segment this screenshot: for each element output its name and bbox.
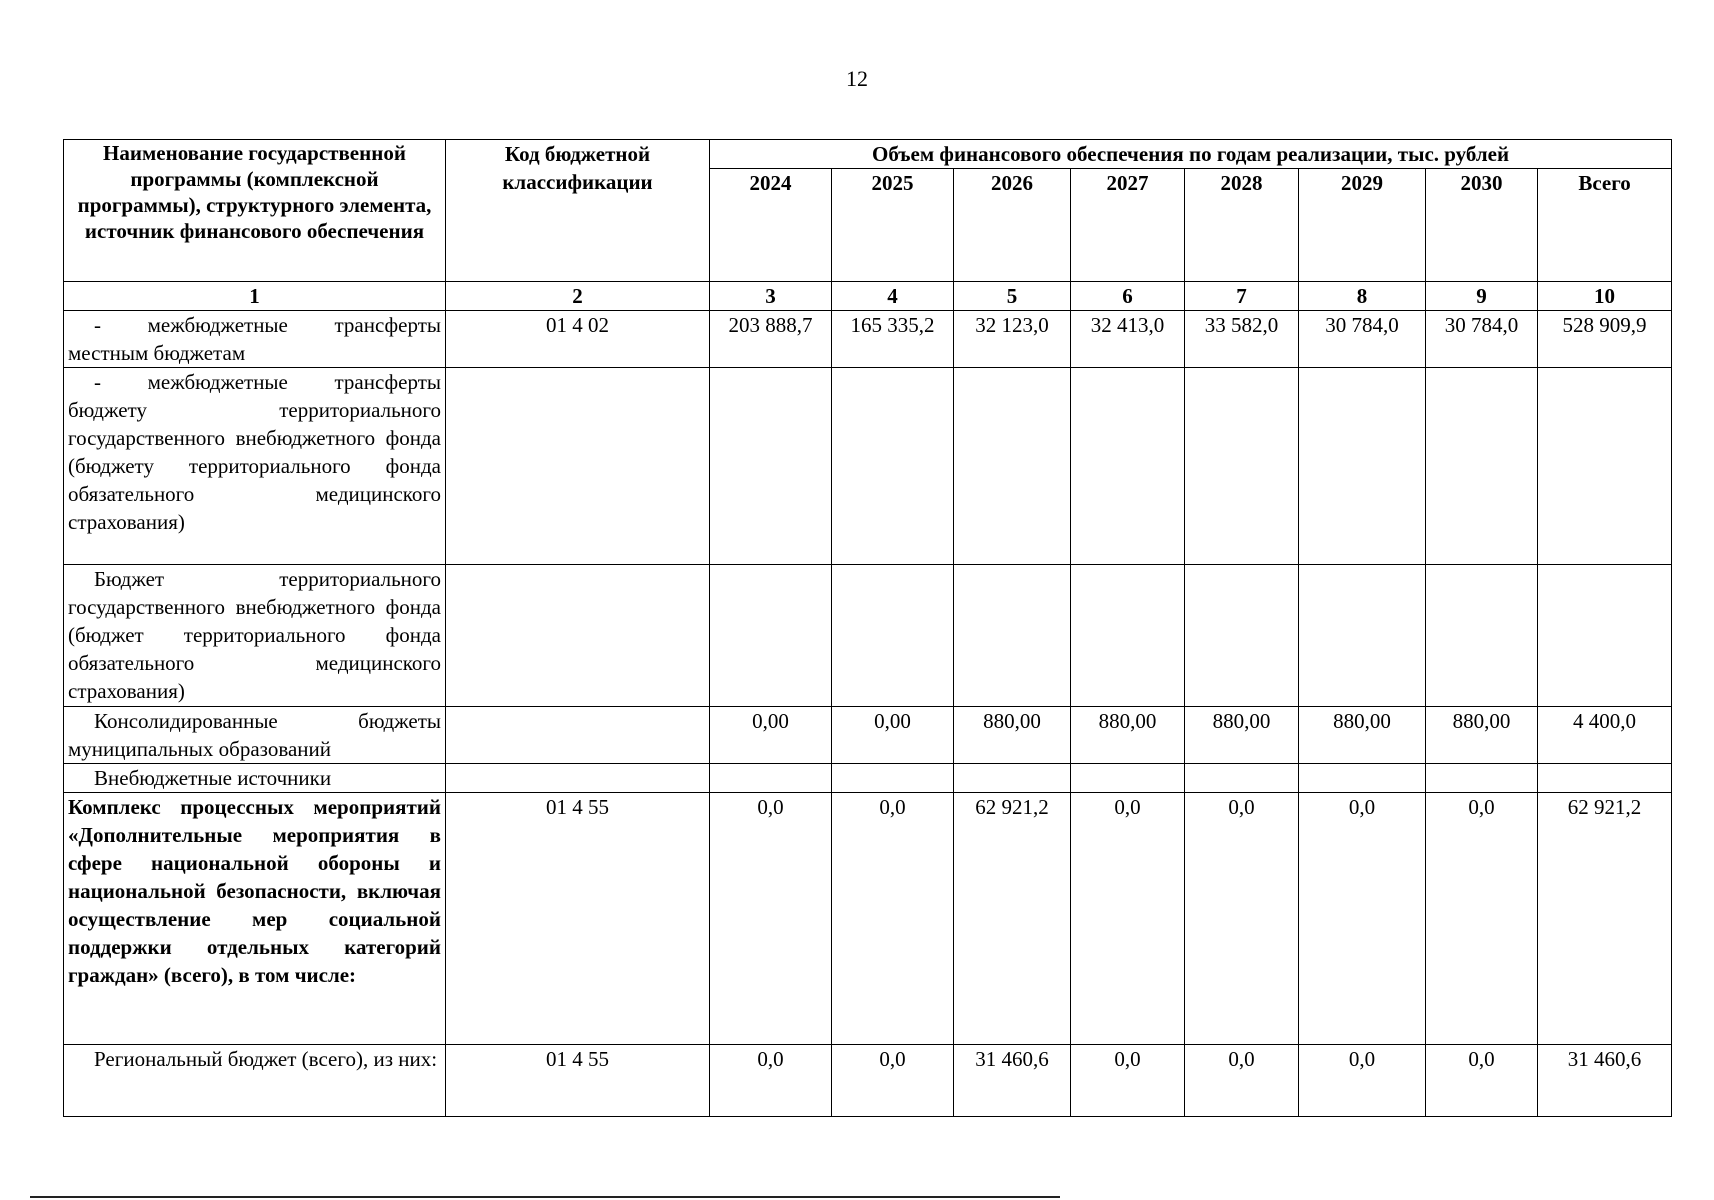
header-total: Всего bbox=[1538, 169, 1672, 282]
total-cell: 528 909,9 bbox=[1538, 311, 1672, 368]
value-cell bbox=[954, 565, 1071, 707]
value-cell bbox=[1071, 565, 1185, 707]
value-cell: 0,00 bbox=[832, 707, 954, 764]
row-name-cell bbox=[64, 565, 446, 707]
row-name-cell bbox=[64, 707, 446, 764]
column-number: 1 bbox=[64, 282, 446, 311]
value-cell: 0,0 bbox=[1426, 793, 1538, 1045]
row-name-cell bbox=[64, 793, 446, 1045]
header-row-1 bbox=[64, 140, 1672, 169]
value-cell: 0,0 bbox=[1185, 793, 1299, 1045]
row-code: 01 4 55 bbox=[446, 793, 710, 1045]
value-cell: 0,0 bbox=[710, 793, 832, 1045]
column-number: 7 bbox=[1185, 282, 1299, 311]
value-cell: 62 921,2 bbox=[954, 793, 1071, 1045]
header-year: 2026 bbox=[954, 169, 1071, 282]
table-row bbox=[64, 707, 1672, 764]
value-cell: 0,0 bbox=[1071, 793, 1185, 1045]
value-cell bbox=[954, 764, 1071, 793]
value-cell: 30 784,0 bbox=[1299, 311, 1426, 368]
table-row bbox=[64, 368, 1672, 565]
row-name: Бюджет территориального государственного внебюджетного фонда (бюджет территориального фонда обязательного медицинского страхования) bbox=[68, 567, 441, 703]
value-cell: 0,0 bbox=[1426, 1045, 1538, 1117]
total-cell bbox=[1538, 764, 1672, 793]
value-cell bbox=[1299, 764, 1426, 793]
row-name: Региональный бюджет (всего), из них: bbox=[94, 1047, 438, 1071]
column-number: 9 bbox=[1426, 282, 1538, 311]
value-cell: 0,0 bbox=[1299, 793, 1426, 1045]
header-name-cell: Наименование государственной программы (комплексной программы), структурного элемента, источник финансового обеспечения bbox=[64, 140, 446, 282]
footer-rule bbox=[30, 1196, 1060, 1198]
value-cell bbox=[710, 368, 832, 565]
row-code bbox=[446, 764, 710, 793]
row-name-cell bbox=[64, 311, 446, 368]
value-cell: 0,0 bbox=[1299, 1045, 1426, 1117]
header-year: 2028 bbox=[1185, 169, 1299, 282]
header-year: 2025 bbox=[832, 169, 954, 282]
total-cell bbox=[1538, 368, 1672, 565]
column-number: 3 bbox=[710, 282, 832, 311]
value-cell bbox=[1426, 368, 1538, 565]
total-cell: 4 400,0 bbox=[1538, 707, 1672, 764]
row-name-cell bbox=[64, 368, 446, 565]
row-code: 01 4 02 bbox=[446, 311, 710, 368]
row-name-cell bbox=[64, 764, 446, 793]
header-year: 2027 bbox=[1071, 169, 1185, 282]
table-row bbox=[64, 311, 1672, 368]
value-cell bbox=[1185, 368, 1299, 565]
total-cell: 62 921,2 bbox=[1538, 793, 1672, 1045]
financing-table bbox=[63, 139, 1672, 1117]
row-name: Внебюджетные источники bbox=[94, 766, 332, 790]
column-number: 4 bbox=[832, 282, 954, 311]
row-name: Консолидированные бюджеты муниципальных образований bbox=[68, 709, 441, 761]
value-cell: 0,0 bbox=[832, 1045, 954, 1117]
value-cell: 880,00 bbox=[1185, 707, 1299, 764]
value-cell bbox=[954, 368, 1071, 565]
header-year: 2030 bbox=[1426, 169, 1538, 282]
value-cell: 0,0 bbox=[710, 1045, 832, 1117]
row-name: - межбюджетные трансферты местным бюджетам bbox=[68, 313, 441, 365]
value-cell bbox=[832, 368, 954, 565]
column-number: 5 bbox=[954, 282, 1071, 311]
value-cell bbox=[1426, 764, 1538, 793]
table-row bbox=[64, 764, 1672, 793]
value-cell bbox=[1299, 565, 1426, 707]
value-cell bbox=[1185, 764, 1299, 793]
value-cell bbox=[1299, 368, 1426, 565]
value-cell: 0,0 bbox=[832, 793, 954, 1045]
table-row bbox=[64, 1045, 1672, 1117]
header-code-cell: Код бюджетной классификации bbox=[446, 140, 710, 282]
value-cell: 880,00 bbox=[954, 707, 1071, 764]
value-cell: 32 123,0 bbox=[954, 311, 1071, 368]
table-row bbox=[64, 793, 1672, 1045]
row-code: 01 4 55 bbox=[446, 1045, 710, 1117]
header-volume-cell: Объем финансового обеспечения по годам реализации, тыс. рублей bbox=[710, 140, 1672, 169]
header-year: 2024 bbox=[710, 169, 832, 282]
total-cell: 31 460,6 bbox=[1538, 1045, 1672, 1117]
value-cell bbox=[832, 764, 954, 793]
row-code bbox=[446, 565, 710, 707]
value-cell: 165 335,2 bbox=[832, 311, 954, 368]
row-name: - межбюджетные трансферты бюджету территориального государственного внебюджетного фонда (бюджету территориального фонда обязательного медицинского страхования) bbox=[68, 370, 441, 534]
value-cell: 33 582,0 bbox=[1185, 311, 1299, 368]
value-cell bbox=[1071, 764, 1185, 793]
value-cell bbox=[710, 565, 832, 707]
row-code bbox=[446, 368, 710, 565]
column-number: 2 bbox=[446, 282, 710, 311]
value-cell bbox=[710, 764, 832, 793]
row-name-cell bbox=[64, 1045, 446, 1117]
table-row bbox=[64, 565, 1672, 707]
value-cell bbox=[1185, 565, 1299, 707]
row-name: Комплекс процессных мероприятий «Дополнительные мероприятия в сфере национальной обороны и национальной безопасности, включая осуществление мер социальной поддержки отдельных категорий граждан» (всего), в том числе: bbox=[68, 795, 441, 987]
value-cell: 203 888,7 bbox=[710, 311, 832, 368]
column-number: 6 bbox=[1071, 282, 1185, 311]
value-cell: 0,00 bbox=[710, 707, 832, 764]
value-cell bbox=[832, 565, 954, 707]
value-cell: 880,00 bbox=[1071, 707, 1185, 764]
column-number: 8 bbox=[1299, 282, 1426, 311]
row-code bbox=[446, 707, 710, 764]
value-cell: 30 784,0 bbox=[1426, 311, 1538, 368]
column-numbers-row bbox=[64, 282, 1672, 311]
value-cell: 880,00 bbox=[1426, 707, 1538, 764]
value-cell bbox=[1071, 368, 1185, 565]
value-cell: 32 413,0 bbox=[1071, 311, 1185, 368]
header-year: 2029 bbox=[1299, 169, 1426, 282]
value-cell: 0,0 bbox=[1071, 1045, 1185, 1117]
total-cell bbox=[1538, 565, 1672, 707]
value-cell: 31 460,6 bbox=[954, 1045, 1071, 1117]
value-cell: 880,00 bbox=[1299, 707, 1426, 764]
value-cell bbox=[1426, 565, 1538, 707]
page-number: 12 bbox=[846, 66, 868, 91]
value-cell: 0,0 bbox=[1185, 1045, 1299, 1117]
column-number: 10 bbox=[1538, 282, 1672, 311]
